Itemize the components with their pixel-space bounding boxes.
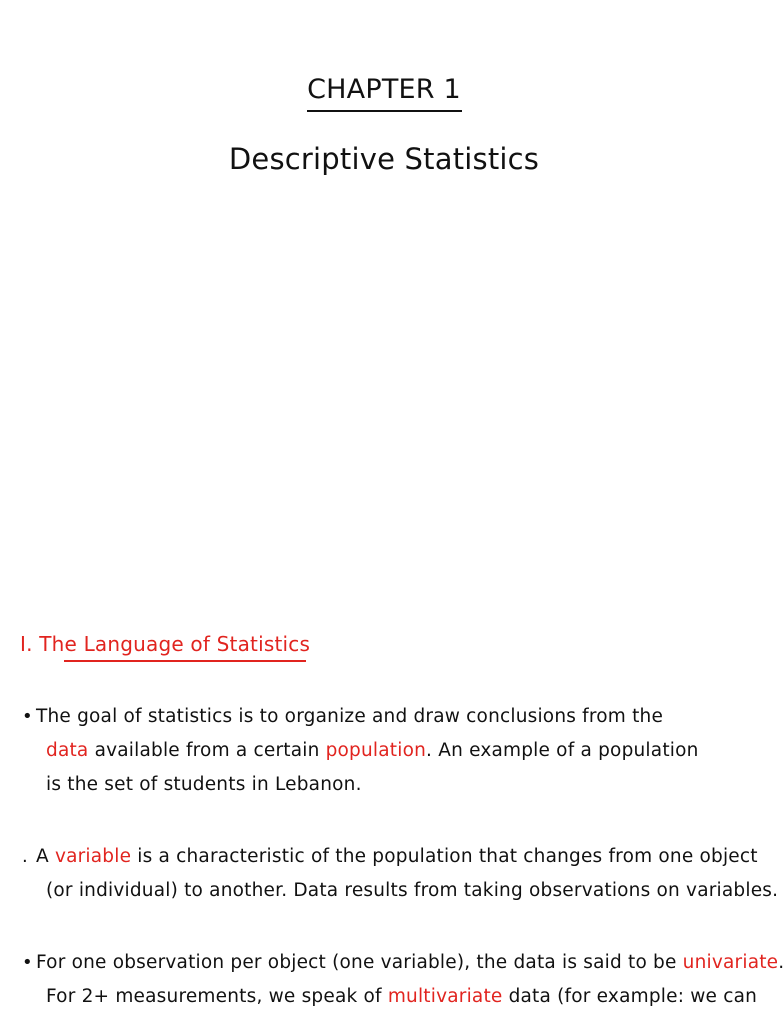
paragraph-text: is a characteristic of the population that changes from one object [131, 846, 758, 867]
bullet-marker: . [22, 846, 28, 867]
paragraph-text: . An example of a population [426, 740, 699, 761]
chapter-title-underline [307, 110, 462, 112]
paragraph-text: For 2+ measurements, we speak of [46, 986, 388, 1007]
paragraph-text: (or individual) to another. Data results from taking observations on variables. [46, 880, 779, 901]
paragraph-univariate [22, 946, 784, 1014]
paragraph-text: . [778, 952, 784, 973]
paragraph-text: is the set of students in Lebanon. [46, 774, 362, 795]
paragraph-population [22, 700, 699, 802]
term-multivariate: multivariate [387, 986, 503, 1007]
term-variable: variable [54, 846, 132, 867]
bullet-marker: • [22, 706, 33, 727]
section-heading: I. The Language of Statistics [20, 632, 311, 656]
section-heading-underline [64, 660, 306, 662]
paragraph-text: data (for example: we can [502, 986, 758, 1007]
paragraph-text: A [36, 846, 55, 867]
term-univariate: univariate [682, 952, 779, 973]
paragraph-text: available from a certain [88, 740, 326, 761]
paragraph-text: For one observation per object (one variable), the data is said to be [36, 952, 683, 973]
paragraph-text: The goal of statistics is to organize and draw conclusions from the [36, 706, 664, 727]
chapter-subtitle: Descriptive Statistics [228, 142, 540, 176]
term-data: data [46, 740, 89, 761]
bullet-marker: • [22, 952, 33, 973]
term-population: population [325, 740, 427, 761]
chapter-title: CHAPTER 1 [307, 74, 461, 105]
paragraph-variable [22, 840, 778, 908]
